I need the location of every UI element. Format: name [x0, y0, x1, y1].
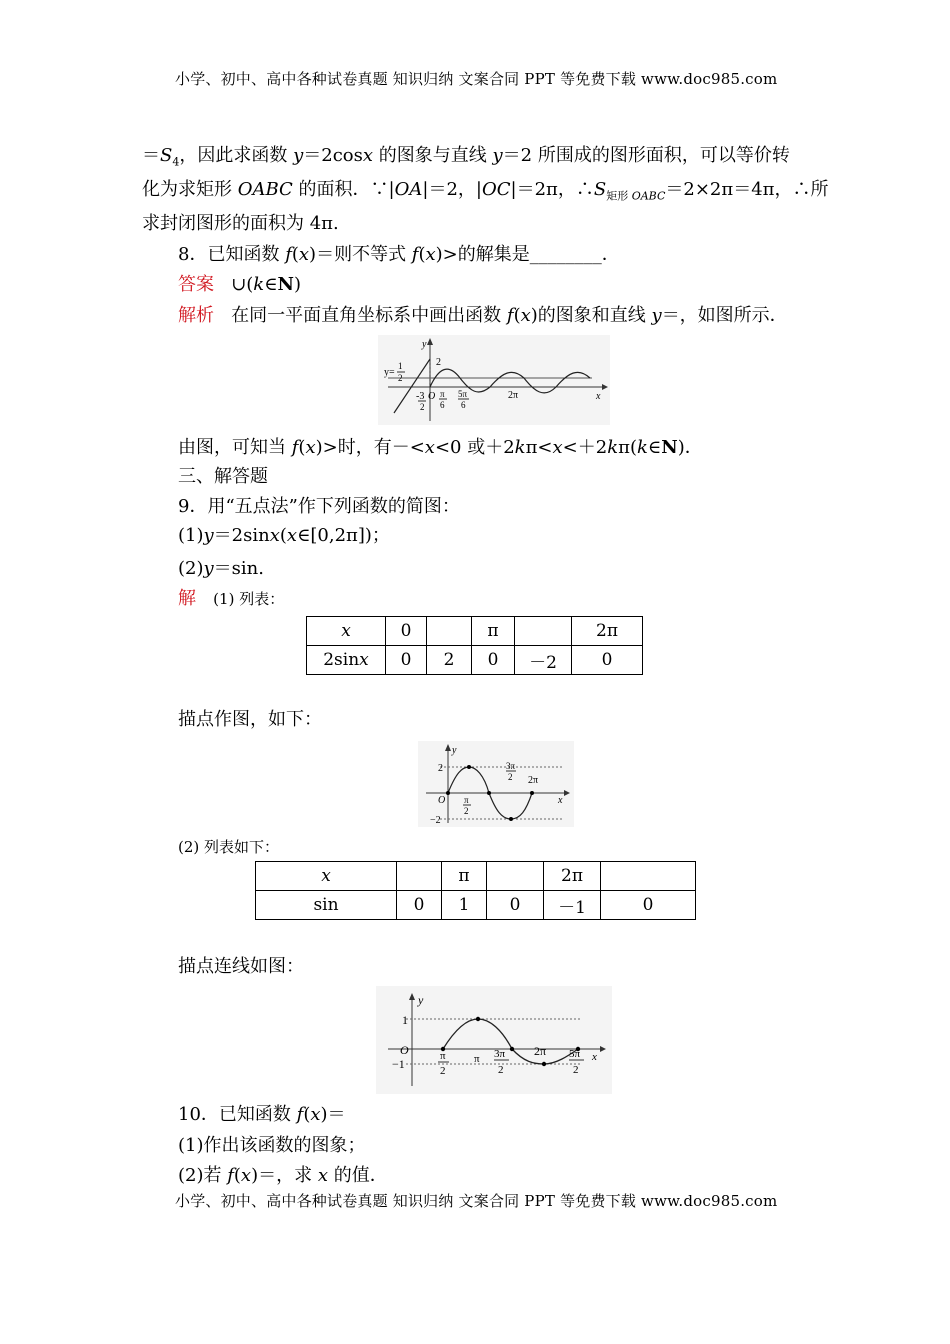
point: [446, 791, 450, 795]
table-row: [256, 862, 696, 891]
t: (: [233, 1165, 241, 1186]
table-1: [306, 616, 643, 675]
p32-num: 3π: [494, 1048, 506, 1060]
t: 由图，可知当: [178, 437, 292, 458]
intro-line-1: [142, 142, 790, 177]
yhalf-label: y=: [384, 367, 395, 378]
t: x: [286, 525, 298, 546]
t: 2sin: [323, 650, 360, 670]
q8-answer: [178, 271, 301, 299]
t: 化为求矩形: [142, 179, 238, 200]
yhalf-num: 1: [398, 361, 403, 371]
t: y: [293, 145, 304, 166]
label-m2: −2: [430, 815, 441, 826]
t: f: [291, 437, 299, 458]
t: (2): [178, 558, 204, 579]
p32-den: 2: [508, 772, 513, 782]
x-label: x: [592, 1051, 597, 1063]
pi2-num: π: [440, 1050, 446, 1062]
pi2-den: 2: [440, 1065, 446, 1077]
q8-conclusion: [178, 434, 703, 462]
t: S: [593, 179, 607, 200]
q10-part2: [178, 1162, 388, 1190]
label-2pi: 2π: [528, 775, 539, 786]
t: ，因此求函数: [179, 145, 294, 166]
intro-line-3: 求封闭图形的面积为 4π.: [142, 213, 339, 234]
table-row: [307, 617, 643, 646]
yhalf-den: 2: [398, 373, 403, 383]
t: (: [298, 437, 306, 458]
table-row: [256, 891, 696, 920]
t: )的图象和直线: [530, 305, 652, 326]
page-footer: 小学、初中、高中各种试卷真题 知识归纳 文案合同 PPT 等免费下载 www.doc985.com: [175, 1192, 778, 1210]
t: <＋2: [562, 437, 608, 458]
table-row: [307, 646, 643, 675]
t: 矩形: [606, 189, 632, 203]
t: π(: [618, 437, 637, 458]
t: N: [277, 274, 294, 295]
t: 的图象与直线: [373, 145, 493, 166]
cell: 0: [487, 891, 544, 920]
t: )＝，求: [251, 1165, 318, 1186]
t: x: [520, 305, 531, 326]
q10-part1: (1)作出该函数的图象；: [178, 1135, 366, 1156]
t: ＝，如图所示．: [661, 305, 788, 326]
q9-graph2: [376, 986, 612, 1094]
t: )．: [677, 437, 703, 458]
q8-graph: [378, 335, 610, 425]
q9-solution-1: [178, 585, 284, 613]
t: OABC: [237, 179, 293, 200]
t: x: [298, 244, 310, 265]
cell: [307, 646, 386, 675]
t: (: [291, 244, 299, 265]
t: k: [253, 274, 265, 295]
label-pi: π: [474, 1053, 480, 1065]
cell: [397, 862, 442, 891]
t: (: [418, 244, 426, 265]
point: [467, 765, 471, 769]
cell: [487, 862, 544, 891]
label-2: 2: [436, 357, 441, 368]
cell: 0: [397, 891, 442, 920]
origin-label: O: [400, 1043, 409, 1057]
cell: 0: [472, 646, 515, 675]
q10-title: [178, 1101, 346, 1129]
q9-plot2-caption: 描点连线如图：: [178, 956, 304, 977]
graph-bg: [418, 741, 574, 827]
section-title: 三、解答题: [178, 466, 268, 487]
graph-bg: [378, 335, 610, 425]
t: OC: [481, 179, 511, 200]
t: k: [636, 437, 648, 458]
label-2pi: 2π: [534, 1044, 547, 1058]
p52-den: 2: [573, 1064, 579, 1076]
page-header: 小学、初中、高中各种试卷真题 知识归纳 文案合同 PPT 等免费下载 www.doc985.com: [175, 70, 778, 88]
cell: [515, 617, 572, 646]
t: OA: [394, 179, 423, 200]
solution-label: 解: [178, 588, 196, 609]
q9-plot1-caption: 描点作图，如下：: [178, 709, 322, 730]
t: f: [227, 1165, 234, 1186]
cell: x: [256, 862, 397, 891]
t: S: [160, 145, 173, 166]
cell: π: [442, 862, 487, 891]
label-1: 1: [402, 1013, 408, 1027]
q9-part1: [178, 522, 390, 550]
q9-title: 9．用“五点法”作下列函数的简图：: [178, 496, 460, 517]
intro-line-2: [142, 176, 829, 211]
t: ＝2sin: [213, 525, 270, 546]
cell: 0: [601, 891, 696, 920]
label-2pi: 2π: [508, 390, 519, 401]
t: |＝2π，∴: [510, 179, 594, 200]
t: )＝则不等式: [309, 244, 412, 265]
q9-graph1: [418, 741, 574, 827]
t: x: [359, 650, 369, 670]
t: <0 或＋2: [434, 437, 515, 458]
pi2-num: π: [464, 795, 469, 805]
answer-label: 答案: [178, 274, 214, 295]
pi6-den: 6: [440, 400, 445, 410]
point: [510, 1047, 514, 1051]
t: (1) 列表：: [213, 590, 285, 608]
origin-label: O: [428, 391, 436, 402]
t: )＝: [320, 1104, 346, 1125]
cell: 1: [442, 891, 487, 920]
q9-solution-2: (2) 列表如下：: [178, 838, 280, 856]
q8-analysis: [178, 302, 788, 330]
cell: 0: [386, 617, 427, 646]
t: x: [552, 437, 563, 458]
cell: [601, 862, 696, 891]
t: (: [513, 305, 521, 326]
t: y: [203, 558, 214, 579]
cell: 2π: [572, 617, 643, 646]
t: x: [269, 525, 280, 546]
label-m1: −1: [392, 1057, 405, 1071]
t: f: [506, 305, 514, 326]
t: f: [411, 244, 419, 265]
t: ): [293, 274, 302, 295]
p52-num: 5π: [569, 1048, 581, 1060]
q9-part2: [178, 555, 264, 583]
cell: －2: [515, 646, 572, 675]
t: (2)若: [178, 1165, 228, 1186]
t: x: [425, 244, 436, 265]
analysis-label: 解析: [178, 305, 214, 326]
point: [487, 791, 491, 795]
t: 的面积．∵|: [292, 179, 395, 200]
point: [530, 791, 534, 795]
point: [542, 1062, 546, 1066]
t: ∪(: [231, 274, 254, 295]
t: x: [317, 1165, 328, 1186]
t: 4: [172, 155, 180, 169]
cell: 2: [427, 646, 472, 675]
cell: sin: [256, 891, 397, 920]
t: N: [661, 437, 678, 458]
cell: 2π: [544, 862, 601, 891]
t: ＝2 所围成的图形面积，可以等价转: [502, 145, 790, 166]
y-label: y: [452, 745, 457, 756]
t: x: [240, 1165, 252, 1186]
t: OABC: [631, 189, 666, 203]
p32-num: 3π: [506, 761, 516, 771]
t: (1): [178, 525, 204, 546]
p32-den: 2: [498, 1064, 504, 1076]
t: (: [303, 1104, 311, 1125]
t: 的值．: [327, 1165, 388, 1186]
t: x: [305, 437, 316, 458]
t: f: [296, 1104, 304, 1125]
y-label: y: [418, 993, 424, 1007]
t: x: [310, 1104, 321, 1125]
t: k: [607, 437, 619, 458]
y-label: y: [422, 339, 427, 350]
t: ＝: [142, 145, 160, 166]
table-2: [255, 861, 696, 920]
t: ∈[0,2π])；: [297, 525, 390, 546]
t: y: [492, 145, 503, 166]
label-m3: -3: [416, 391, 425, 402]
x-label: x: [558, 795, 563, 806]
pi2-den: 2: [464, 806, 469, 816]
t: k: [514, 437, 526, 458]
t: ＝2×2π＝4π，∴所: [665, 179, 829, 200]
t: f: [285, 244, 292, 265]
t: ∈: [264, 274, 278, 295]
pi6-num: π: [440, 389, 445, 399]
label-m3-den: 2: [420, 402, 425, 412]
label-2: 2: [438, 763, 443, 774]
t: y: [203, 525, 214, 546]
t: (: [279, 525, 287, 546]
point: [509, 817, 513, 821]
x-label: x: [596, 391, 601, 402]
cell: x: [307, 617, 386, 646]
graph-bg: [376, 986, 612, 1094]
t: )>时，有－<: [315, 437, 425, 458]
t: ＝2cos: [303, 145, 363, 166]
t: ＝sin.: [213, 558, 264, 579]
t: x: [424, 437, 435, 458]
p56-num: 5π: [458, 389, 468, 399]
t: |＝2，|: [422, 179, 482, 200]
t: y: [651, 305, 662, 326]
cell: [427, 617, 472, 646]
origin-label: O: [438, 795, 446, 806]
t: x: [362, 145, 374, 166]
cell: 0: [572, 646, 643, 675]
point: [476, 1017, 480, 1021]
t: 8．已知函数: [178, 244, 286, 265]
cell: π: [472, 617, 515, 646]
cell: －1: [544, 891, 601, 920]
cell: 0: [386, 646, 427, 675]
t: )>的解集是________．: [435, 244, 620, 265]
t: π<: [525, 437, 553, 458]
t: 10．已知函数: [178, 1104, 297, 1125]
q8-question: [178, 241, 620, 269]
p56-den: 6: [461, 400, 466, 410]
t: 在同一平面直角坐标系中画出函数: [231, 305, 507, 326]
t: ∈: [647, 437, 662, 458]
